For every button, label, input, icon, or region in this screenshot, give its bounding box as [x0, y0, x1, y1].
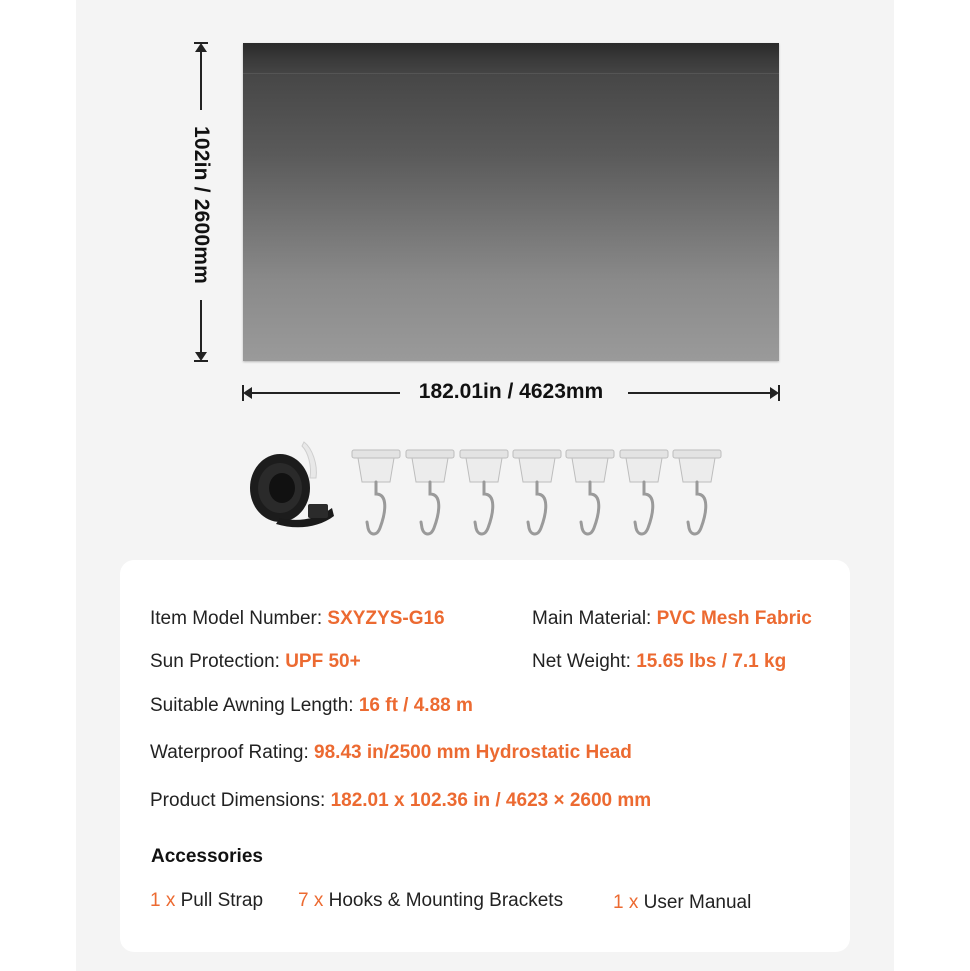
hook-bracket-icon	[350, 448, 402, 538]
accessories-title: Accessories	[151, 846, 263, 867]
height-dimension-label: 102in / 2600mm	[190, 125, 213, 285]
spec-value: 16 ft / 4.88 m	[358, 695, 473, 716]
spec-value: 182.01 x 102.36 in / 4623 × 2600 mm	[330, 790, 652, 811]
sun-shade-image	[243, 43, 779, 361]
width-line-left	[250, 392, 400, 394]
spec-value: UPF 50+	[285, 651, 361, 672]
spec-dimensions	[150, 788, 651, 814]
accessory-name: User Manual	[638, 892, 752, 913]
spec-value: 98.43 in/2500 mm Hydrostatic Head	[314, 742, 632, 763]
spec-material	[532, 606, 812, 632]
spec-model	[150, 606, 445, 632]
width-cap-right	[778, 385, 780, 401]
hook-bracket-icon	[618, 448, 670, 538]
spec-value: PVC Mesh Fabric	[656, 608, 812, 629]
accessory-qty: 1 x	[150, 890, 176, 911]
spec-waterproof	[150, 740, 632, 766]
width-line-right	[628, 392, 772, 394]
pull-strap-icon	[246, 438, 336, 530]
spec-label: Net Weight:	[532, 651, 637, 672]
accessory-name: Pull Strap	[175, 890, 264, 911]
spec-label: Sun Protection:	[150, 651, 286, 672]
width-dimension-label: 182.01in / 4623mm	[418, 380, 604, 403]
shade-top-rail	[243, 43, 779, 74]
hook-bracket-icon	[404, 448, 456, 538]
hook-bracket-icon	[458, 448, 510, 538]
spec-label: Waterproof Rating:	[150, 742, 315, 763]
spec-net-weight	[532, 649, 786, 675]
spec-label: Product Dimensions:	[150, 790, 331, 811]
accessory-item	[613, 890, 751, 916]
spec-awning-length	[150, 693, 473, 719]
accessory-qty: 7 x	[298, 890, 324, 911]
accessory-qty: 1 x	[613, 892, 639, 913]
spec-label: Item Model Number:	[150, 608, 328, 629]
spec-label: Main Material:	[532, 608, 657, 629]
hook-bracket-icon	[511, 448, 563, 538]
accessory-item	[298, 888, 563, 914]
hook-bracket-icon	[671, 448, 723, 538]
spec-value: SXYZYS-G16	[327, 608, 445, 629]
spec-value: 15.65 lbs / 7.1 kg	[636, 651, 787, 672]
height-line-top	[200, 50, 202, 110]
height-line-bottom	[200, 300, 202, 354]
spec-sun-protection	[150, 649, 361, 675]
hook-bracket-icon	[564, 448, 616, 538]
spec-label: Suitable Awning Length:	[150, 695, 359, 716]
accessory-item	[150, 888, 263, 914]
height-cap-bottom	[194, 360, 208, 362]
accessory-name: Hooks & Mounting Brackets	[323, 890, 564, 911]
